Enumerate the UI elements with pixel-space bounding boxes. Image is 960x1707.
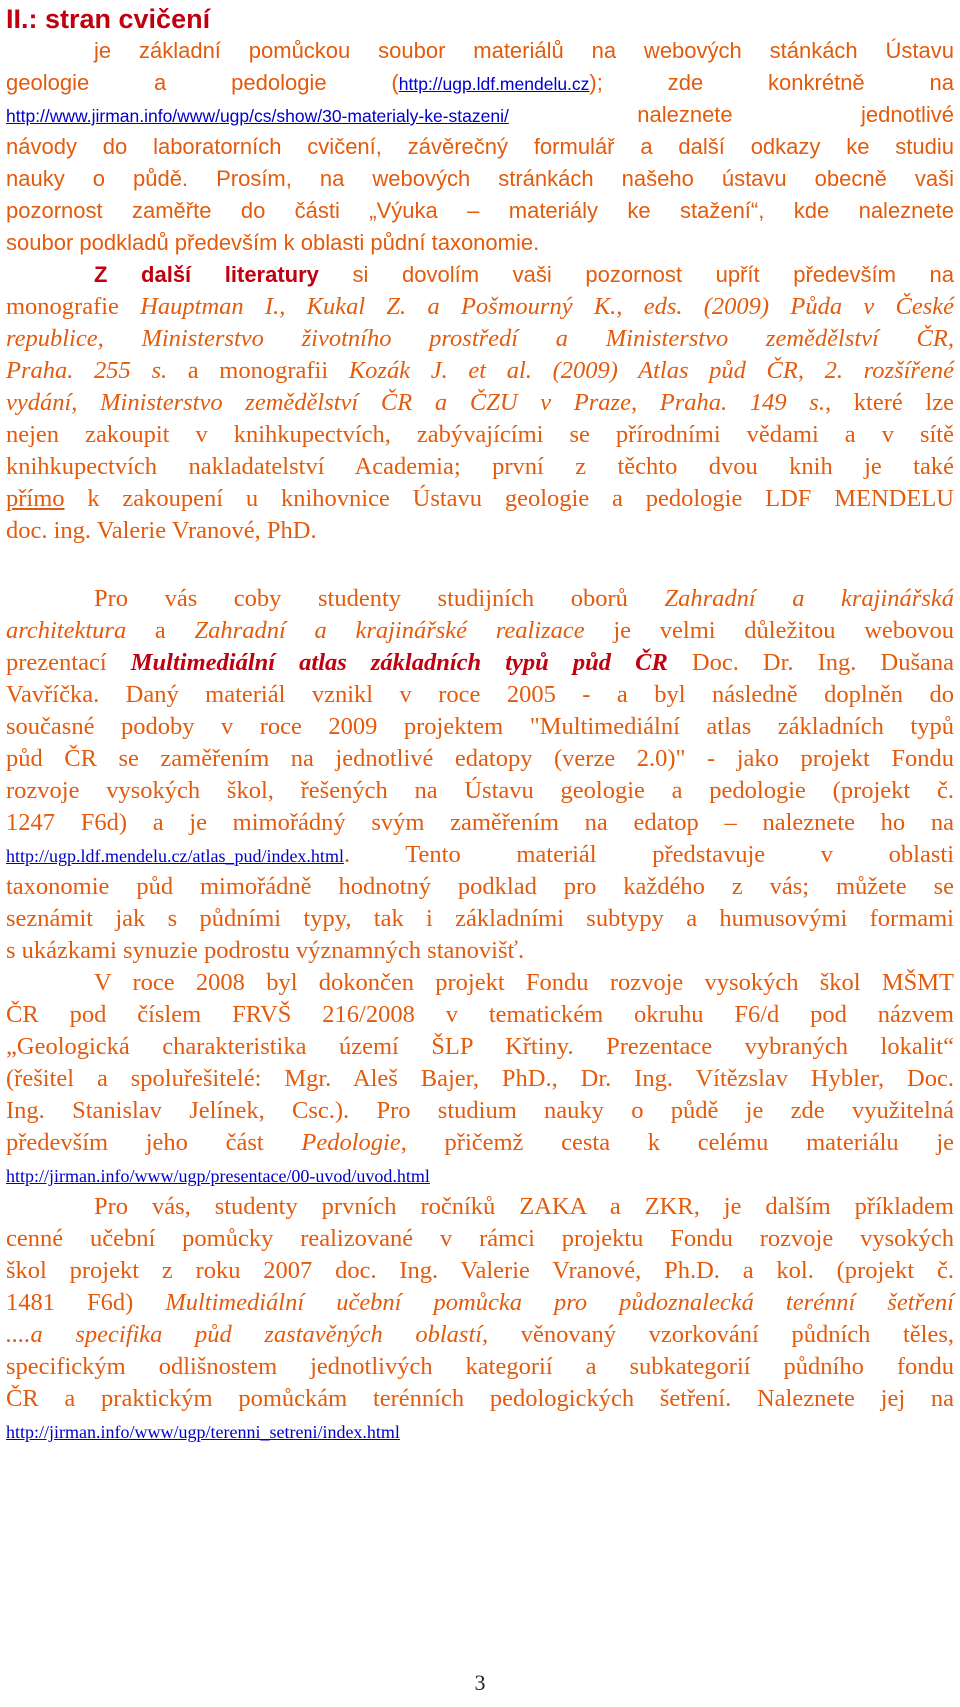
text-line: přímo k zakoupení u knihovnice Ústavu geologie a pedologie LDF MENDELU [6,485,954,512]
text-line: monografie Hauptman I., Kukal Z. a Pošmourný K., eds. (2009) Půda v České [6,293,954,320]
text-line: architektura a Zahradní a krajinářské realizace je velmi důležitou webovou [6,617,955,644]
text-line: V roce 2008 byl dokončen projekt Fondu rozvoje vysokých škol MŠMT [94,969,954,996]
text-line: ČR pod číslem FRVŠ 216/2008 v tematickém okruhu F6/d pod názvem [6,1001,954,1028]
text-line: Z další literatury si dovolím vaši pozornost upřít především na [94,262,954,287]
text-line: http://www.jirman.info/www/ugp/cs/show/30-materialy-ke-stazeni/ naleznete jednotlivé [6,102,954,127]
page-number: 3 [474,1670,486,1695]
text-line [6,1414,954,1449]
text-line: „Geologická charakteristika území ŠLP Křtiny. Prezentace vybraných lokalit“ [6,1033,954,1060]
text-line: nejen zakoupit v knihkupectvích, zabývajícími se přírodními vědami a v sítě [6,421,954,448]
link-ugp[interactable]: http://ugp.ldf.mendelu.cz [398,74,590,94]
text-line: škol projekt z roku 2007 doc. Ing. Valerie Vranové, Ph.D. a kol. (projekt č. [6,1257,954,1284]
text-line: vydání, Ministerstvo zemědělství ČR a ČZU v Praze, Praha. 149 s., které lze [6,389,954,416]
text-line: ....a specifika půd zastavěných oblastí, věnovaný vzorkování půdních těles, [6,1321,955,1348]
section-heading: II.: stran cvičení [6,4,211,34]
text-line: ČR a praktickým pomůckám terénních pedologických šetření. Naleznete jej na [6,1385,954,1412]
text-line: (řešitel a spoluřešitelé: Mgr. Aleš Bajer, PhD., Dr. Ing. Vítězslav Hybler, Doc. [6,1065,954,1092]
text-line: rozvoje vysokých škol, řešených na Ústavu geologie a pedologie (projekt č. [6,777,954,804]
text-line: http://ugp.ldf.mendelu.cz/atlas_pud/index.html. Tento materiál představuje v oblasti [6,841,954,868]
text-line: soubor podkladů především k oblasti půdní taxonomie. [6,230,540,255]
text-line: s ukázkami synuzie podrostu významných stanovišť. [6,937,525,964]
text-line: pozornost zaměřte do části „Výuka – materiály ke stažení“, kde naleznete [6,198,954,223]
text-line: současné podoby v roce 2009 projektem "Multimediální atlas základních typů [6,713,954,740]
text-line: je základní pomůckou soubor materiálů na webových stánkách Ústavu [94,38,954,63]
text-line: Ing. Stanislav Jelínek, Csc.). Pro studium nauky o půdě je zde využitelná [6,1097,954,1124]
text-line: 1247 F6d) a je mimořádný svým zaměřením na edatop – naleznete ho na [6,809,954,836]
text-line: Vavříčka. Daný materiál vznikl v roce 2005 - a byl následně doplněn do [6,681,954,708]
text-line: půd ČR se zaměřením na jednotlivé edatopy (verze 2.0)" - jako projekt Fondu [6,745,954,772]
link-atlas-pud[interactable]: http://ugp.ldf.mendelu.cz/atlas_pud/index.html [6,846,344,866]
text-line: cenné učební pomůcky realizované v rámci projektu Fondu rozvoje vysokých [6,1225,954,1252]
text-line: knihkupectvích nakladatelství Academia; první z těchto dvou knih je také [6,453,954,480]
link-presentace-uvod[interactable]: http://jirman.info/www/ugp/presentace/00-uvod/uvod.html [6,1166,430,1186]
text-line: Pro vás coby studenty studijních oborů Zahradní a krajinářská [94,585,954,612]
text-line: návody do laboratorních cvičení, závěrečný formulář a další odkazy ke studiu [6,134,954,159]
text-line: nauky o půdě. Prosím, na webových stránkách našeho ústavu obecně vaši [6,166,954,191]
text-line: doc. ing. Valerie Vranové, PhD. [6,517,317,544]
link-materialy-ke-stazeni[interactable]: http://www.jirman.info/www/ugp/cs/show/30-materialy-ke-stazeni/ [6,106,509,126]
text-line: Praha. 255 s. a monografii Kozák J. et al. (2009) Atlas půd ČR, 2. rozšířené [6,357,954,384]
text-line: prezentací Multimediální atlas základních typů půd ČR Doc. Dr. Ing. Dušana [6,649,955,676]
text-line: seznámit jak s půdními typy, tak i základními subtypy a humusovými formami [6,905,954,932]
text-line: geologie a pedologie (http://ugp.ldf.mendelu.cz); zde konkrétně na [6,70,954,95]
link-terenni-setreni[interactable]: http://jirman.info/www/ugp/terenni_setreni/index.html [6,1422,400,1442]
text-line: specifickým odlišnostem jednotlivých kategorií a subkategorií půdního fondu [6,1353,954,1380]
text-line: Pro vás, studenty prvních ročníků ZAKA a ZKR, je dalším příkladem [94,1193,954,1220]
text-line: především jeho část Pedologie, přičemž cesta k celému materiálu je [6,1129,954,1156]
text-line: republice, Ministerstvo životního prostředí a Ministerstvo zemědělství ČR, [6,325,954,352]
text-line [6,1158,954,1193]
text-line: 1481 F6d) Multimediální učební pomůcka pro půdoznalecká terénní šetření [6,1289,954,1316]
text-line: taxonomie půd mimořádně hodnotný podklad pro každého z vás; můžete se [6,873,954,900]
